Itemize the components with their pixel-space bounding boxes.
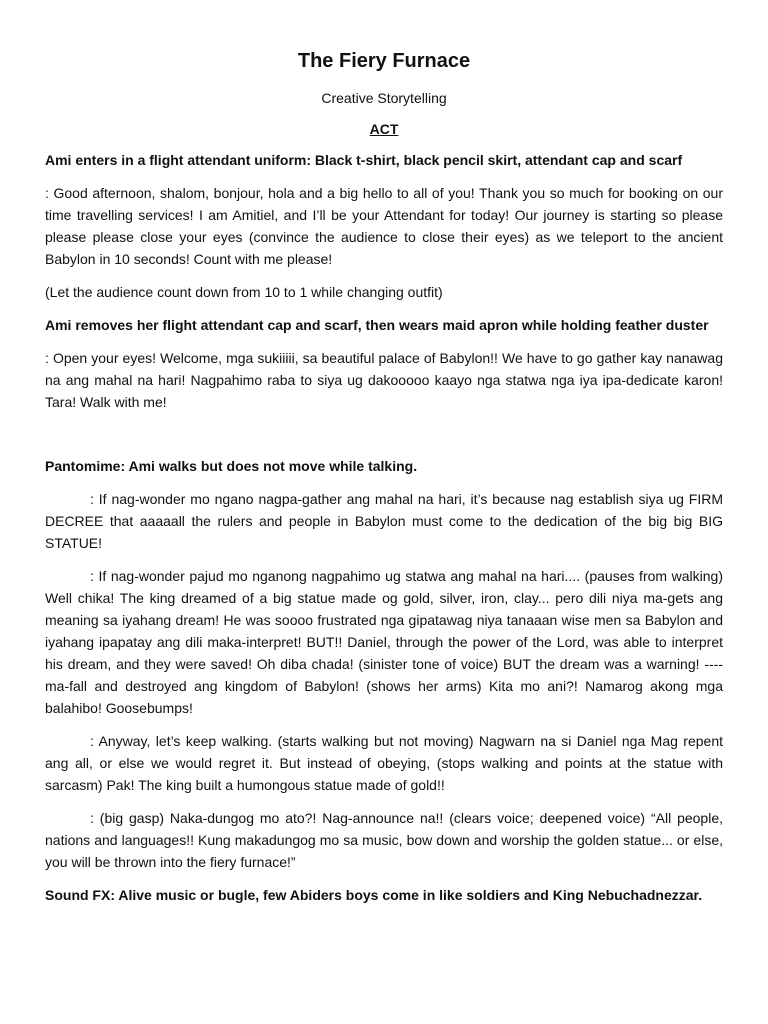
document-title: The Fiery Furnace (297, 50, 471, 72)
sound-fx-direction: Sound FX: Alive music or bugle, few Abiders boys come in like soldiers and King Nebuchadnezzar. (45, 887, 703, 903)
dialogue-decree: : If nag-wonder mo ngano nagpa-gather ang mahal na hari, it’s because nag establish siya ug FIRM DECREE that aaaaall the rulers and people in Babylon must come to the dedication of the big big BIG STATUE! (45, 491, 723, 551)
dialogue-dream: : If nag-wonder pajud mo nganong nagpahimo ug statwa ang mahal na hari.... (pauses from walking) Well chika! The king dreamed of a big statue made og gold, silver, iron, clay... pero dili niya ma-gets ang meaning sa iyahang dream! He was soooo frustrated nga gipatawag niya tanaaan wise men sa Babylon and iyahang ipapatay ang dili maka-interpret! BUT!! Daniel, through the power of the Lord, was able to interpret his dream, and they were saved! Oh diba chada! (sinister tone of voice) BUT the dream was a warning! ---- ma-fall and destroyed ang kingdom of Babylon! (shows her arms) Kita mo ani?! Namarog akong mga balahibo! Goosebumps! (45, 568, 723, 716)
stage-direction-entrance: Ami enters in a flight attendant uniform: Black t-shirt, black pencil skirt, attendant cap and scarf (45, 152, 683, 168)
stage-direction-costume-change: Ami removes her flight attendant cap and scarf, then wears maid apron while holding feather duster (45, 317, 709, 333)
stage-note-countdown: (Let the audience count down from 10 to 1 while changing outfit) (45, 284, 443, 300)
dialogue-announcement: : (big gasp) Naka-dungog mo ato?! Nag-announce na!! (clears voice; deepened voice) “All people, nations and languages!! Kung makadungog mo sa music, bow down and worship the golden statue... or else, you will be thrown into the fiery furnace!” (45, 810, 723, 870)
act-heading: ACT (369, 121, 399, 137)
stage-direction-pantomime: Pantomime: Ami walks but does not move while talking. (45, 458, 418, 474)
dialogue-welcome: : Open your eyes! Welcome, mga sukiiiii, sa beautiful palace of Babylon!! We have to go gather kay nanawag na ang mahal na hari! Nagpahimo raba to siya ug dakooooo kaayo nga statwa nga iya ipa-dedicate karon! Tara! Walk with me! (45, 350, 723, 410)
dialogue-greeting: : Good afternoon, shalom, bonjour, hola and a big hello to all of you! Thank you so much for booking on our time travelling services! I am Amitiel, and I’ll be your Attendant for today! Our journey is starting so please please please close your eyes (convince the audience to close their eyes) as we teleport to the ancient Babylon in 10 seconds! Count with me please! (45, 185, 723, 267)
blank-line (45, 424, 723, 455)
dialogue-statue: : Anyway, let’s keep walking. (starts walking but not moving) Nagwarn na si Daniel nga Mag repent ang all, or else we would regret it. But instead of obeying, (stops walking and points at the statue with sarcasm) Pak! The king built a humongous statue made of gold!! (45, 733, 723, 793)
document-subtitle: Creative Storytelling (321, 90, 447, 106)
